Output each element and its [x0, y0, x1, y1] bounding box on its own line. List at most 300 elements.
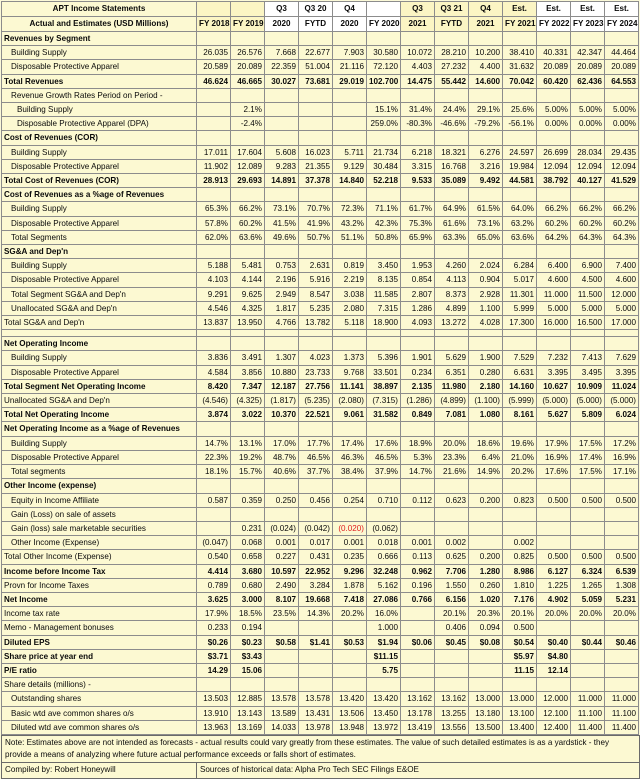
row-label: Total segments — [2, 465, 197, 479]
cell: 1.307 — [265, 351, 299, 365]
row-label: Building Supply — [2, 46, 197, 60]
cell: 29.693 — [231, 174, 265, 188]
cell — [571, 663, 605, 677]
cell: 0.680 — [231, 578, 265, 592]
header-row-top — [2, 2, 639, 17]
table-row — [2, 301, 639, 315]
cell: 17.7% — [299, 436, 333, 450]
cell — [197, 330, 231, 337]
cell: 16.9% — [537, 450, 571, 464]
cell: 1.817 — [265, 301, 299, 315]
section-heading-row — [2, 32, 639, 46]
cell: 14.891 — [265, 174, 299, 188]
cell: 0.231 — [231, 521, 265, 535]
cell: 6.284 — [503, 259, 537, 273]
cell: 13.910 — [197, 706, 231, 720]
cell: 24.597 — [503, 145, 537, 159]
cell: 0.018 — [367, 536, 401, 550]
cell: 41.5% — [265, 216, 299, 230]
cell: 30.027 — [265, 74, 299, 88]
cell: 7.629 — [605, 351, 639, 365]
cell: 0.849 — [401, 408, 435, 422]
cell: 0.540 — [197, 550, 231, 564]
cell: 19.668 — [299, 592, 333, 606]
cell: 0.431 — [299, 550, 333, 564]
cell: 0.500 — [571, 493, 605, 507]
cell: 62.436 — [571, 74, 605, 88]
cell — [231, 507, 265, 521]
cell: 5.00% — [537, 103, 571, 117]
cell: 16.500 — [571, 316, 605, 330]
row-label: SG&A and Dep'n — [2, 245, 197, 259]
cell: 0.789 — [197, 578, 231, 592]
cell: 13.255 — [435, 706, 469, 720]
cell: 4.260 — [435, 259, 469, 273]
cell: $1.41 — [299, 635, 333, 649]
cell: 29.019 — [333, 74, 367, 88]
cell — [231, 479, 265, 493]
cell: 13.963 — [197, 720, 231, 734]
cell: 6.024 — [605, 408, 639, 422]
cell: 2.080 — [333, 301, 367, 315]
cell: 16.023 — [299, 145, 333, 159]
cell — [231, 245, 265, 259]
cell: 66.2% — [231, 202, 265, 216]
cell: 1.000 — [367, 621, 401, 635]
cell — [503, 337, 537, 351]
cell: 7.081 — [435, 408, 469, 422]
cell: 16.768 — [435, 159, 469, 173]
cell: 11.301 — [503, 287, 537, 301]
row-label: Revenues by Segment — [2, 32, 197, 46]
cell: 63.6% — [503, 230, 537, 244]
table-row — [2, 330, 639, 337]
cell — [197, 521, 231, 535]
table-row — [2, 202, 639, 216]
cell: 2.928 — [469, 287, 503, 301]
row-label: Diluted EPS — [2, 635, 197, 649]
cell: 27.086 — [367, 592, 401, 606]
cell: 21.734 — [367, 145, 401, 159]
cell: 17.0% — [265, 436, 299, 450]
row-label: Total Segments — [2, 230, 197, 244]
cell — [197, 32, 231, 46]
cell: 60.2% — [571, 216, 605, 230]
cell — [571, 131, 605, 145]
cell — [605, 649, 639, 663]
cell: 21.116 — [333, 60, 367, 74]
cell — [537, 88, 571, 102]
row-label: Share details (millions) - — [2, 678, 197, 692]
cell — [537, 521, 571, 535]
cell: 10.370 — [265, 408, 299, 422]
cell — [469, 649, 503, 663]
cell — [503, 521, 537, 535]
cell: 60.2% — [231, 216, 265, 230]
cell: 0.456 — [299, 493, 333, 507]
table-row — [2, 365, 639, 379]
cell: 0.227 — [265, 550, 299, 564]
cell: 40.6% — [265, 465, 299, 479]
cell: 2.807 — [401, 287, 435, 301]
cell: 20.089 — [571, 60, 605, 74]
cell: 0.002 — [503, 536, 537, 550]
cell — [401, 32, 435, 46]
cell — [367, 678, 401, 692]
cell: 3.874 — [197, 408, 231, 422]
cell: 12.400 — [537, 720, 571, 734]
cell: 14.29 — [197, 663, 231, 677]
column-header-6: 2021 — [401, 17, 435, 32]
cell — [503, 678, 537, 692]
cell: 0.250 — [265, 493, 299, 507]
cell: 16.9% — [605, 450, 639, 464]
table-row — [2, 578, 639, 592]
row-label: P/E ratio — [2, 663, 197, 677]
cell: 8.986 — [503, 564, 537, 578]
cell: 63.6% — [231, 230, 265, 244]
cell: $1.94 — [367, 635, 401, 649]
cell: 38.4% — [333, 465, 367, 479]
sheet-title-line2: Actual and Estimates (USD Millions) — [2, 17, 197, 32]
cell: 18.1% — [197, 465, 231, 479]
table-row — [2, 216, 639, 230]
cell: 1.953 — [401, 259, 435, 273]
cell: 48.7% — [265, 450, 299, 464]
cell — [333, 649, 367, 663]
cell: 0.112 — [401, 493, 435, 507]
cell: (4.325) — [231, 394, 265, 408]
cell: 1.878 — [333, 578, 367, 592]
cell: 5.162 — [367, 578, 401, 592]
cell: 3.216 — [469, 159, 503, 173]
cell: 7.413 — [571, 351, 605, 365]
cell — [571, 536, 605, 550]
cell — [231, 188, 265, 202]
cell — [605, 330, 639, 337]
cell: 0.500 — [537, 550, 571, 564]
cell: 13.162 — [435, 692, 469, 706]
cell: 73.1% — [265, 202, 299, 216]
cell: 43.2% — [333, 216, 367, 230]
cell: 38.410 — [503, 46, 537, 60]
cell: 22.3% — [197, 450, 231, 464]
table-row — [2, 394, 639, 408]
cell: 5.235 — [299, 301, 333, 315]
cell: 17.4% — [333, 436, 367, 450]
cell — [435, 32, 469, 46]
cell: 4.103 — [197, 273, 231, 287]
cell: -79.2% — [469, 117, 503, 131]
cell: (2.080) — [333, 394, 367, 408]
cell — [265, 337, 299, 351]
cell — [537, 32, 571, 46]
cell: 13.948 — [333, 720, 367, 734]
section-heading-row — [2, 245, 639, 259]
cell — [469, 507, 503, 521]
cell: 4.325 — [231, 301, 265, 315]
cell — [333, 422, 367, 436]
cell: 31.632 — [503, 60, 537, 74]
cell: 0.500 — [605, 493, 639, 507]
cell: 0.001 — [333, 536, 367, 550]
cell — [503, 479, 537, 493]
column-header-5: FY 2020 — [367, 17, 401, 32]
cell: 20.089 — [605, 60, 639, 74]
cell: 13.169 — [231, 720, 265, 734]
cell: $0.54 — [503, 635, 537, 649]
table-row — [2, 678, 639, 692]
cell — [299, 507, 333, 521]
cell: 66.2% — [537, 202, 571, 216]
cell: $5.97 — [503, 649, 537, 663]
cell: 0.196 — [401, 578, 435, 592]
cell — [401, 245, 435, 259]
cell: 12.14 — [537, 663, 571, 677]
table-row — [2, 564, 639, 578]
cell — [435, 479, 469, 493]
cell: 38.897 — [367, 379, 401, 393]
cell: 9.129 — [333, 159, 367, 173]
cell: 6.156 — [435, 592, 469, 606]
cell — [401, 621, 435, 635]
table-body — [2, 2, 639, 735]
cell: 12.885 — [231, 692, 265, 706]
cell: 50.8% — [367, 230, 401, 244]
cell — [537, 678, 571, 692]
row-label: Disposable Protective Apparel — [2, 159, 197, 173]
row-label: Income before Income Tax — [2, 564, 197, 578]
cell: 20.1% — [435, 607, 469, 621]
cell: 8.107 — [265, 592, 299, 606]
cell — [265, 507, 299, 521]
cell: (4.546) — [197, 394, 231, 408]
cell: 26.035 — [197, 46, 231, 60]
cell: 5.3% — [401, 450, 435, 464]
column-header-top-12: Est. — [605, 2, 639, 17]
table-row — [2, 230, 639, 244]
cell: 61.7% — [401, 202, 435, 216]
cell: 3.022 — [231, 408, 265, 422]
cell: 13.450 — [367, 706, 401, 720]
cell — [265, 678, 299, 692]
row-label: Building Supply — [2, 436, 197, 450]
row-label: Net Income — [2, 592, 197, 606]
row-label: Total SG&A and Dep'n — [2, 316, 197, 330]
cell: 20.089 — [231, 60, 265, 74]
row-label: Other Income (Expense) — [2, 536, 197, 550]
cell: 13.782 — [299, 316, 333, 330]
cell — [435, 188, 469, 202]
cell — [299, 330, 333, 337]
row-label: Revenue Growth Rates Period on Period - — [2, 88, 197, 102]
cell: 22.521 — [299, 408, 333, 422]
cell: 21.355 — [299, 159, 333, 173]
cell: 55.442 — [435, 74, 469, 88]
row-label: Gain (Loss) on sale of assets — [2, 507, 197, 521]
cell — [197, 479, 231, 493]
cell — [571, 678, 605, 692]
cell: 5.000 — [537, 301, 571, 315]
cell: 5.00% — [605, 103, 639, 117]
cell: 17.000 — [605, 316, 639, 330]
cell: 16.0% — [367, 607, 401, 621]
cell: 20.2% — [333, 607, 367, 621]
cell: 20.089 — [537, 60, 571, 74]
cell — [197, 103, 231, 117]
cell: 14.840 — [333, 174, 367, 188]
table-row — [2, 720, 639, 734]
cell: 12.094 — [571, 159, 605, 173]
table-row — [2, 88, 639, 102]
cell: 0.359 — [231, 493, 265, 507]
cell: 0.825 — [503, 550, 537, 564]
column-header-top-10: Est. — [537, 2, 571, 17]
cell — [571, 521, 605, 535]
cell — [469, 188, 503, 202]
table-row — [2, 103, 639, 117]
cell: 28.034 — [571, 145, 605, 159]
cell — [401, 131, 435, 145]
cell — [605, 663, 639, 677]
cell: 64.3% — [571, 230, 605, 244]
cell: 0.500 — [571, 550, 605, 564]
cell — [367, 507, 401, 521]
cell: 27.232 — [435, 60, 469, 74]
cell: 1.265 — [571, 578, 605, 592]
row-label: Building Supply — [2, 103, 197, 117]
cell: 24.4% — [435, 103, 469, 117]
cell: 13.578 — [299, 692, 333, 706]
cell — [197, 245, 231, 259]
cell — [435, 422, 469, 436]
cell: 41.9% — [299, 216, 333, 230]
cell: 19.984 — [503, 159, 537, 173]
cell — [605, 131, 639, 145]
cell — [197, 678, 231, 692]
cell: 4.766 — [265, 316, 299, 330]
cell: $0.45 — [435, 635, 469, 649]
cell — [605, 422, 639, 436]
cell — [469, 663, 503, 677]
cell: 18.9% — [401, 436, 435, 450]
cell: 10.597 — [265, 564, 299, 578]
cell — [571, 507, 605, 521]
cell — [265, 117, 299, 131]
cell: 18.900 — [367, 316, 401, 330]
note-row — [2, 735, 640, 762]
cell: 0.962 — [401, 564, 435, 578]
cell: 29.1% — [469, 103, 503, 117]
table-row — [2, 465, 639, 479]
cell: 12.000 — [605, 287, 639, 301]
cell: 7.668 — [265, 46, 299, 60]
cell: 7.903 — [333, 46, 367, 60]
cell: 26.699 — [537, 145, 571, 159]
cell: 18.5% — [231, 607, 265, 621]
cell — [469, 131, 503, 145]
row-label: Cost of Revenues (COR) — [2, 131, 197, 145]
cell — [571, 330, 605, 337]
cell: (0.024) — [265, 521, 299, 535]
cell — [265, 131, 299, 145]
table-row — [2, 607, 639, 621]
table-row — [2, 521, 639, 535]
cell: 14.7% — [401, 465, 435, 479]
cell — [401, 479, 435, 493]
cell — [197, 337, 231, 351]
cell: 11.141 — [333, 379, 367, 393]
row-label: Share price at year end — [2, 649, 197, 663]
cell: -46.6% — [435, 117, 469, 131]
cell — [299, 663, 333, 677]
cell: 0.094 — [469, 621, 503, 635]
cell: $0.53 — [333, 635, 367, 649]
cell — [265, 245, 299, 259]
cell — [537, 621, 571, 635]
cell — [537, 479, 571, 493]
cell — [367, 479, 401, 493]
cell — [401, 521, 435, 535]
cell: 12.000 — [537, 692, 571, 706]
cell: 0.200 — [469, 550, 503, 564]
cell: 7.347 — [231, 379, 265, 393]
cell: 20.0% — [537, 607, 571, 621]
cell — [605, 521, 639, 535]
cell: 51.1% — [333, 230, 367, 244]
cell: 4.899 — [435, 301, 469, 315]
cell: 57.8% — [197, 216, 231, 230]
cell: 17.2% — [605, 436, 639, 450]
cell: 7.418 — [333, 592, 367, 606]
cell: 1.225 — [537, 578, 571, 592]
section-heading-row — [2, 479, 639, 493]
cell: 5.017 — [503, 273, 537, 287]
cell: 4.584 — [197, 365, 231, 379]
table-row — [2, 621, 639, 635]
cell: 0.766 — [401, 592, 435, 606]
cell — [367, 188, 401, 202]
cell: (0.020) — [333, 521, 367, 535]
column-header-top-0 — [197, 2, 231, 17]
row-label: Building Supply — [2, 202, 197, 216]
cell — [469, 521, 503, 535]
cell: 0.017 — [299, 536, 333, 550]
cell — [367, 131, 401, 145]
cell — [605, 536, 639, 550]
cell: 70.042 — [503, 74, 537, 88]
cell: 71.1% — [367, 202, 401, 216]
column-header-9: FY 2021 — [503, 17, 537, 32]
cell — [401, 330, 435, 337]
table-row — [2, 351, 639, 365]
cell: 13.419 — [401, 720, 435, 734]
cell: 46.624 — [197, 74, 231, 88]
cell: 60.2% — [605, 216, 639, 230]
cell: 60.420 — [537, 74, 571, 88]
row-label: Net Operating Income as a %age of Revenues — [2, 422, 197, 436]
cell: 22.677 — [299, 46, 333, 60]
cell: 9.768 — [333, 365, 367, 379]
cell: 4.414 — [197, 564, 231, 578]
cell: 20.3% — [469, 607, 503, 621]
cell: 63.2% — [503, 216, 537, 230]
cell: 46.5% — [299, 450, 333, 464]
cell — [299, 337, 333, 351]
cell: 11.400 — [571, 720, 605, 734]
cell: -2.4% — [231, 117, 265, 131]
cell: 2.490 — [265, 578, 299, 592]
